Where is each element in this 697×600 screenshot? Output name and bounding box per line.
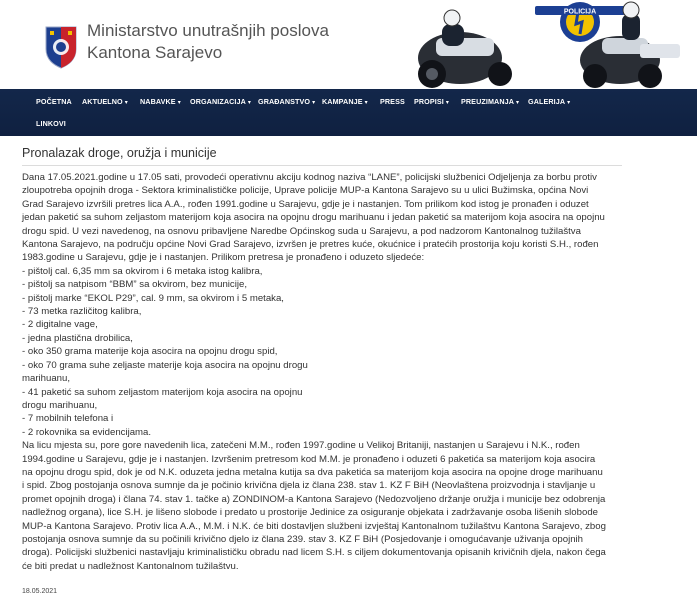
site-header xyxy=(0,0,697,89)
chevron-down-icon: ▾ xyxy=(516,100,520,106)
article-line: zloupotreba opojnih droga - Sektora kriminalističke policije, Uprave policije MUP-a Kantona Sarajevo su u ulici Bužimska, općina Novi xyxy=(22,185,589,197)
article-line: Kantona Sarajevo, na području općine Novi Grad Sarajevo, izvršen je pretres kuće, okućnice i pratećih prostorija koju koristi S.H., rođen xyxy=(22,239,599,251)
nav-item-label: ORGANIZACIJA xyxy=(190,97,246,106)
article-line: postojanja osnova sumnje da su počinili krivično djelo iz člana 239. stav 3. KZ F BiH (Posjedovanje i omogućavanje uživanja opojnih xyxy=(22,533,584,545)
article-line: promet opojnih droga) i člana 74. stav 1. tačke a) ZONDINOM-a Kantona Sarajevo (Nedozvoljeno držanje oružja i municije bez odobrenja xyxy=(22,493,606,505)
article-line: Grad Sarajevo izvršili pretres lica A.A., rođen 1991.godine u Sarajevu, gdje je i nastanjen. Tom prilikom kod istog je pronađen i oduzet xyxy=(22,198,589,210)
publish-date: 18.05.2021 xyxy=(22,588,58,595)
list-item: - pištolj sa natpisom “BBM” sa okvirom, bez municije, xyxy=(22,279,247,291)
chevron-down-icon: ▾ xyxy=(124,100,128,106)
nav-item-kampanje[interactable] xyxy=(322,97,368,106)
nav-item-pocetna[interactable] xyxy=(36,97,72,106)
article-line: drogu spid. U vezi navedenog, na osnovu pribavljene Naredbe Općinskog suda u Sarajevu, a pod nadzorom Kantonalnog tužilaštva xyxy=(22,225,581,237)
nav-item-press[interactable] xyxy=(380,97,405,106)
list-item: - 2 digitalne vage, xyxy=(22,319,98,331)
ministry-name-line2: Kantona Sarajevo xyxy=(87,43,223,62)
nav-item-label: PRESS xyxy=(380,97,405,106)
nav-item-label: GRAĐANSTVO xyxy=(258,97,311,106)
chevron-down-icon: ▾ xyxy=(567,100,571,106)
nav-item-organizacija[interactable] xyxy=(190,97,251,106)
nav-item-aktuelno[interactable] xyxy=(82,97,128,106)
nav-item-label: AKTUELNO xyxy=(82,97,123,106)
nav-item-label: KAMPANJE xyxy=(322,97,363,106)
list-item: - 41 paketić sa suhom zeljastom materijom koja asocira na opojnu xyxy=(22,386,303,398)
article-line: 1983.godine u Sarajevu, gdje je i nastanjen. Prilikom pretresa je pronađeno i oduzeto sljedeće: xyxy=(22,252,425,264)
article-line: na opojnu drogu spid, dok je od N.K. oduzeta jedna metalna kutija sa dva paketića sa materijom koja asocira na opojne droge marihuanu xyxy=(22,466,603,478)
nav-item-preuzimanja[interactable] xyxy=(461,97,519,106)
article-line: i spid. Zbog postojanja osnova sumnje da je počinio krivična djela iz člana 238. stav 1. KZ F BiH (Neovlaštena proizvodnja i stavljanje u xyxy=(22,480,596,492)
list-item: marihuanu, xyxy=(22,373,70,385)
article-line: 1994.godine u Sarajevu, gdje je i nastanjen. Izvršenim pretresom kod M.M. je pronađeno i oduzeti 6 paketića sa materijom koja asocira xyxy=(22,453,596,465)
main-navigation xyxy=(0,89,697,136)
ministry-name[interactable] xyxy=(87,20,329,64)
chevron-down-icon: ▾ xyxy=(364,100,368,106)
nav-item-nabavke[interactable] xyxy=(140,97,181,106)
list-item: - pištolj marke “EKOL P29”, cal. 9 mm, sa okvirom i 5 metaka, xyxy=(22,292,284,304)
article-line: nadležnog organa), lice S.H. je lišeno slobode i predato u prostorije Jedinice za osiguranje objekata i zadržavanje osoba lišenih slobode xyxy=(22,507,598,519)
nav-item-linkovi[interactable] xyxy=(36,119,66,128)
nav-item-galerija[interactable] xyxy=(528,97,570,106)
nav-item-gradjanstvo[interactable] xyxy=(258,97,315,106)
list-item: - oko 350 grama materije koja asocira na opojnu drogu spid, xyxy=(22,346,278,358)
chevron-down-icon: ▾ xyxy=(247,100,252,106)
title-divider xyxy=(22,165,622,166)
article-line: MUP-a Kantona Sarajevo. Protiv lica A.A., M.M. i N.K. će biti dostavljen službeni izvještaj Kantonalnom tužilaštvu Kantona Sarajevo, zbog xyxy=(22,520,606,532)
page-title: Pronalazak droge, oružja i municije xyxy=(22,146,217,160)
list-item: - 7 mobilnih telefona i xyxy=(22,413,114,425)
police-motorcycle-banner-image xyxy=(340,0,697,89)
list-item: drogu marihuanu, xyxy=(22,399,98,411)
article-line: droga). Policijski službenici nastavljaju kriminalističku obradu nad licem S.H. s ciljem dokumentovanja opisanih krivičnih djela, nakon čega xyxy=(22,547,606,559)
article-line: Dana 17.05.2021.godine u 17.05 sati, provodeći operativnu akciju kodnog naziva “LANE”, policijski službenici Odjeljenja za borbu protiv xyxy=(22,172,597,183)
article-line: Na licu mjesta su, pore gore navedenih lica, zatečeni M.M., rođen 1997.godine u Velikoj Britaniji, nastanjen u Sarajevu i N.K., rođen xyxy=(22,440,580,452)
nav-item-label: POČETNA xyxy=(36,97,72,106)
list-item: - jedna plastična drobilica, xyxy=(22,332,133,344)
list-item: - 73 metka različitog kalibra, xyxy=(22,306,142,318)
nav-item-label: PREUZIMANJA xyxy=(461,97,515,106)
nav-item-label: PROPISI xyxy=(414,97,444,106)
list-item: - 2 rokovnika sa evidencijama. xyxy=(22,426,152,438)
banner-badge-text: POLICIJA xyxy=(563,8,597,16)
nav-item-propisi[interactable] xyxy=(414,97,449,106)
article-line: jedan paketić sa suhom zeljastom materijom koja asocira na opojnu drogu marihuanu i jedan paketić sa materijom koja asocira na opojnu xyxy=(22,212,605,224)
article-line: će biti predat u nadležnost Kantonalnom tužilaštvu. xyxy=(22,560,239,572)
nav-item-label: NABAVKE xyxy=(140,97,176,106)
list-item: - oko 70 grama suhe zeljaste materije koja asocira na opojnu drogu xyxy=(22,359,308,371)
article-body xyxy=(22,171,627,573)
ministry-name-line1: Ministarstvo unutrašnjih poslova xyxy=(87,21,329,40)
nav-item-label: GALERIJA xyxy=(528,97,566,106)
chevron-down-icon: ▾ xyxy=(312,100,316,106)
coat-of-arms-logo[interactable] xyxy=(44,25,78,69)
chevron-down-icon: ▾ xyxy=(445,100,449,106)
chevron-down-icon: ▾ xyxy=(177,100,181,106)
nav-item-label: LINKOVI xyxy=(36,119,66,128)
list-item: - pištolj cal. 6,35 mm sa okvirom i 6 metaka istog kalibra, xyxy=(22,265,263,277)
